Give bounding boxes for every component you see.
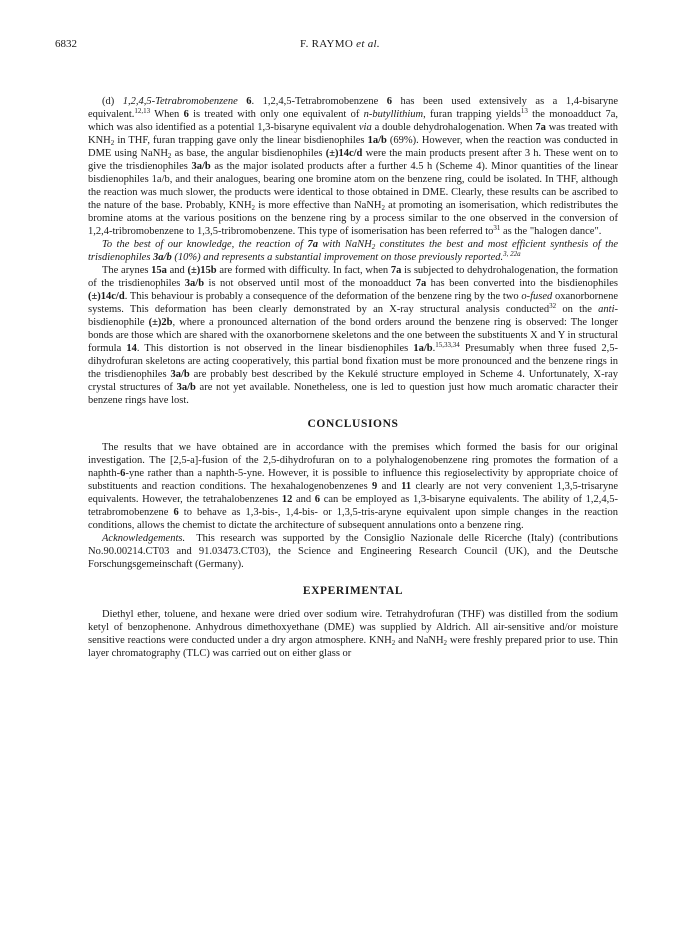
page-number: 6832 <box>55 38 77 50</box>
paragraph-experimental: Diethyl ether, toluene, and hexane were dried over sodium wire. Tetrahydrofuran (THF) was distilled from the sodium ketyl of benzophenone. Anhydrous dimethoxyethane (DME) was supplied by Aldrich. All air-sensitive and/or moisture sensitive reactions were conducted under a dry argon atmosphere. $KNH_2$ and NaNH$_2$ were freshly prepared prior to use. Thin layer chromatography (TLC) was carried out on either glass or <box>88 609 619 659</box>
article-body <box>88 95 618 660</box>
paragraph-conclusions: The results that we have obtained are in accordance with the premises which formed the basis for our original investigation. The [2,5-a]-fusion of the 2,5-dihydrofuran on to a polyhalogenobenzene ring promotes the formation of a naphth-6-yne rather than a naphth-5-yne. However, it is possible to influence this regioselectivity by appropriate choice of substituents and reaction conditions. The hexahalogenobenzenes 9 and 11 clearly are not very convenient 1,3,5-trisaryne equivalents. However, the tetrahalobenzenes 12 and 6 can be employed as 1,3-bisaryne equivalents. The ability of 1,2,4,5-tetrabromobenzene 6 to behave as 1,3-bis-, 1,4-bis- or 1,3,5-tris-aryne equivalent upon simple changes in the reaction conditions, allows the chemist to dictate the architecture of subsequent annulations onto a benzene ring. <box>88 442 619 531</box>
running-header-etal: et al. <box>356 38 380 50</box>
paragraph-acknowledgements <box>88 532 618 571</box>
paragraph-tetrabromobenzene: (d) 1,2,4,5-Tetrabromobenzene 6. 1,2,4,5-Tetrabromobenzene 6 has been used extensively as a 1,4-bisaryne equivalent.$^{12,13}$ When 6 is treated with only one equivalent of n-butyllithium, furan trapping yields$^{13}$ the monoadduct 7a, which was also identified as a potential 1,3-bisaryne equivalent via a double dehydrohalogenation. When 7a was treated with $KNH_2$ in THF, furan trapping gave only the linear bisdienophiles 1a/b (69%). However, when the reaction was conducted in DME using NaNH$_2$ as base, the angular bisdienophiles (±)14c/d were the main products present after 3 h. These went on to give the trisdienophiles 3a/b as the major isolated products after a further 4.5 h (Scheme 4). Minor quantities of the linear bisdienophiles 1a/b, and their analogues, bearing one bromine atom on the benzene ring, could be isolated. In THF, although the reaction was much slower, the products were identical to those obtained in DME. Clearly, these results can be ascribed to the nature of the base. Probably, $KNH_2$ is more effective than NaNH$_2$ at promoting an isomerisation, which redistributes the bromine atoms at the various positions on the benzene ring by a process similar to the one observed in the conversion of 1,2,4-tribromobenzene to 1,3,5-tribromobenzene. This type of isomerisation has been referred $to^{31}$ as the "halogen dance". <box>88 96 619 237</box>
paragraph-arynes: The arynes 15a and (±)15b are formed with difficulty. In fact, when 7a is subjected to dehydrohalogenation, the formation of the trisdienophiles 3a/b is not observed until most of the monoadduct 7a has been converted into the bisdienophiles (±)14c/d. This behaviour is probably a consequence of the deformation of the benzene ring by the two o-fused oxanorbornene systems. This deformation has been clearly demonstrated by an X-ray structural analysis conducted$^{32}$ on the anti-bisdienophile (±)2b, where a pronounced alternation of the bond orders around the benzene ring is observed: The longer bonds are those which are shared with the oxanorbornene skeletons and the one between the substituents X and Y in structural formula 14. This distortion is not observed in the linear bisdienophiles 1a/b.$^{15,33,34}$ Presumably when three fused 2,5-dihydrofuran skeletons are acting cooperatively, this partial bond fixation must be more pronounced and the benzene rings in the trisdienophiles 3a/b are probably best described by the Kekulé structure employed in Scheme 4. Unfortunately, X-ray crystal structures of 3a/b are not yet available. Nonetheless, one is led to question just how much aromatic character their benzene rings have lost. <box>88 265 619 406</box>
paragraph-best-synthesis: To the best of our knowledge, the reaction of 7a with NaNH$_2$ constitutes the best and most efficient synthesis of the trisdienophiles 3a/b (10%) and represents a substantial improvement on those previously reported.$^{3, 22a}$ <box>88 239 618 263</box>
acknowledgements-label: Acknowledgements. <box>102 533 186 544</box>
conclusions-heading: CONCLUSIONS <box>307 418 399 430</box>
acknowledgements-text: This research was supported by the Consiglio Nazionale delle Ricerche (Italy) (contributions No.90.00214.CT03 and 91.03473.CT03), the Science and Engineering Research Council (UK), and the Deutsche Forschungsgemeinschaft (Germany). <box>88 533 619 570</box>
running-header-author: F. RAYMO <box>300 38 354 50</box>
experimental-heading: EXPERIMENTAL <box>302 585 404 597</box>
running-header <box>0 38 680 50</box>
